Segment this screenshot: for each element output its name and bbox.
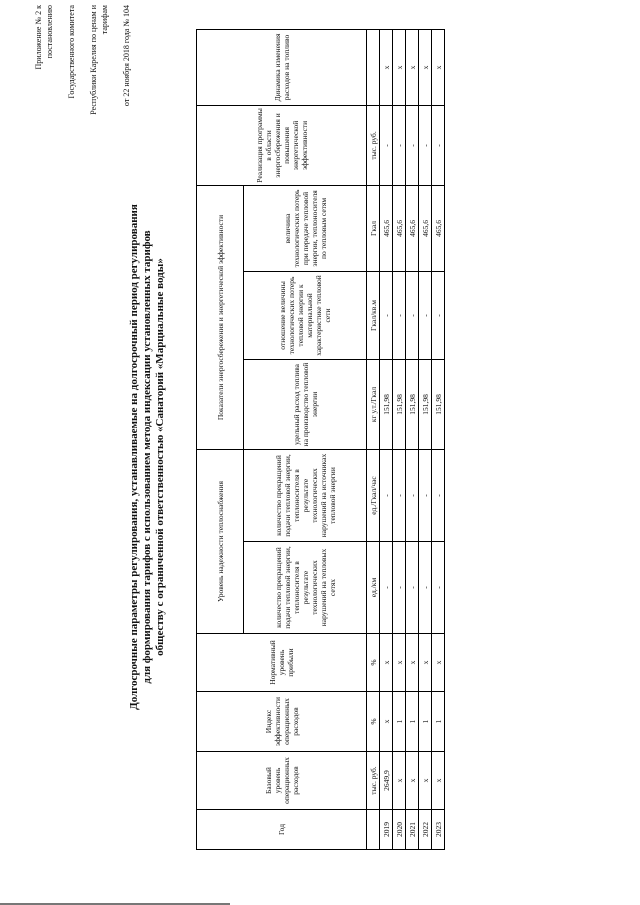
- cell-int-net: -: [393, 542, 406, 634]
- cell-losses: 465,6: [393, 185, 406, 271]
- appendix-note: [22, 5, 143, 115]
- cell-dynamics: x: [406, 29, 419, 105]
- table-row: [380, 29, 393, 849]
- cell-fuel: 151,98: [393, 359, 406, 449]
- cell-profit: x: [380, 634, 393, 692]
- title-line: Долгосрочные параметры регулирования, устанавливаемые на долгосрочный период регулирования: [128, 204, 140, 710]
- cell-index: x: [380, 692, 393, 752]
- unit-cell: тыс. руб.: [367, 105, 380, 185]
- header-loss-volume: величина технологических потерь при передаче тепловой энергии, теплоносителя по тепловым сетям: [244, 185, 367, 271]
- unit-cell: ед./км: [367, 542, 380, 634]
- cell-base: x: [419, 752, 432, 810]
- cell-program: -: [380, 105, 393, 185]
- cell-int-net: -: [406, 542, 419, 634]
- cell-int-net: -: [432, 542, 445, 634]
- cell-index: 1: [406, 692, 419, 752]
- cell-int-net: -: [419, 542, 432, 634]
- appendix-line: Приложение № 2 к постановлению: [34, 5, 54, 70]
- cell-losses: 465,6: [419, 185, 432, 271]
- header-loss-ratio: отношение величины технологических потерь тепловой энергии к материальной характеристике тепловой сети: [244, 271, 367, 359]
- unit-cell: ед./Гкал/час: [367, 449, 380, 541]
- cell-base: x: [406, 752, 419, 810]
- cell-dynamics: x: [380, 29, 393, 105]
- cell-losses: 465,6: [432, 185, 445, 271]
- cell-ratio: -: [393, 271, 406, 359]
- header-base-level: Базовый уровень операционных расходов: [197, 752, 367, 810]
- cell-losses: 465,6: [380, 185, 393, 271]
- unit-cell: Гкал: [367, 185, 380, 271]
- unit-cell: Гкал/кв.м: [367, 271, 380, 359]
- units-row: [367, 29, 380, 849]
- header-interruptions-networks: количество прекращений подачи тепловой энергии, теплоносителя в результате технологических нарушений на тепловых сетях: [244, 542, 367, 634]
- cell-program: -: [406, 105, 419, 185]
- table-row: [419, 29, 432, 849]
- header-energy-program: Реализация программы в области энергосбережения и повышения энергетической эффективности: [197, 105, 367, 185]
- table-row: [393, 29, 406, 849]
- cell-int-src: -: [393, 449, 406, 541]
- cell-profit: x: [393, 634, 406, 692]
- header-year: Год: [197, 810, 367, 850]
- header-fuel-dynamics: Динамика изменения расходов на топливо: [197, 29, 367, 105]
- cell-ratio: -: [432, 271, 445, 359]
- cell-year: 2019: [380, 810, 393, 850]
- unit-cell: [367, 29, 380, 105]
- unit-cell: %: [367, 692, 380, 752]
- cell-base: x: [393, 752, 406, 810]
- unit-cell: тыс. руб.: [367, 752, 380, 810]
- unit-cell: %: [367, 634, 380, 692]
- cell-int-src: -: [406, 449, 419, 541]
- cell-ratio: -: [419, 271, 432, 359]
- cell-profit: x: [406, 634, 419, 692]
- cell-dynamics: x: [419, 29, 432, 105]
- cell-index: 1: [432, 692, 445, 752]
- cell-fuel: 151,98: [419, 359, 432, 449]
- unit-cell: [367, 810, 380, 850]
- appendix-line: от 22 ноября 2018 года № 104: [122, 5, 131, 107]
- cell-base: x: [432, 752, 445, 810]
- table-row: [406, 29, 419, 849]
- cell-year: 2020: [393, 810, 406, 850]
- title-line: обществу с ограниченной ответственностью «Санаторий «Марциальные воды»: [154, 258, 166, 656]
- header-interruptions-sources: количество прекращений подачи тепловой энергии, теплоносителя в результате технологических нарушений на источниках тепловой энергии: [244, 449, 367, 541]
- cell-program: -: [393, 105, 406, 185]
- cell-int-src: -: [432, 449, 445, 541]
- header-energy-group: Показатели энергосбережения и энергетической эффективности: [197, 185, 244, 449]
- cell-dynamics: x: [432, 29, 445, 105]
- cell-year: 2022: [419, 810, 432, 850]
- cell-profit: x: [419, 634, 432, 692]
- appendix-line: Государственного комитета: [67, 5, 76, 99]
- cell-losses: 465,6: [406, 185, 419, 271]
- table-row: [432, 29, 445, 849]
- cell-ratio: -: [406, 271, 419, 359]
- header-specific-fuel: удельный расход топлива на производство тепловой энергии: [244, 359, 367, 449]
- cell-index: 1: [419, 692, 432, 752]
- title-line: для формирования тарифов с использованием метода индексации установленных тарифов: [141, 230, 153, 684]
- cell-program: -: [432, 105, 445, 185]
- cell-dynamics: x: [393, 29, 406, 105]
- appendix-line: Республики Карелия по ценам и тарифам: [89, 5, 109, 115]
- cell-profit: x: [432, 634, 445, 692]
- unit-cell: кг у.т./Гкал: [367, 359, 380, 449]
- header-reliability-group: Уровень надежности теплоснабжения: [197, 449, 244, 633]
- cell-fuel: 151,98: [406, 359, 419, 449]
- header-efficiency-index: Индекс эффективности операционных расходов: [197, 692, 367, 752]
- header-normative-profit: Нормативный уровень прибыли: [197, 634, 367, 692]
- header-row-top: [197, 29, 244, 849]
- cell-fuel: 151,98: [432, 359, 445, 449]
- parameters-table: [196, 29, 445, 850]
- cell-fuel: 151,98: [380, 359, 393, 449]
- document-title: [128, 127, 167, 787]
- cell-year: 2023: [432, 810, 445, 850]
- cell-int-src: -: [380, 449, 393, 541]
- cell-int-net: -: [380, 542, 393, 634]
- cell-ratio: -: [380, 271, 393, 359]
- cell-base: 2649,9: [380, 752, 393, 810]
- cell-int-src: -: [419, 449, 432, 541]
- cell-program: -: [419, 105, 432, 185]
- cell-index: 1: [393, 692, 406, 752]
- cell-year: 2021: [406, 810, 419, 850]
